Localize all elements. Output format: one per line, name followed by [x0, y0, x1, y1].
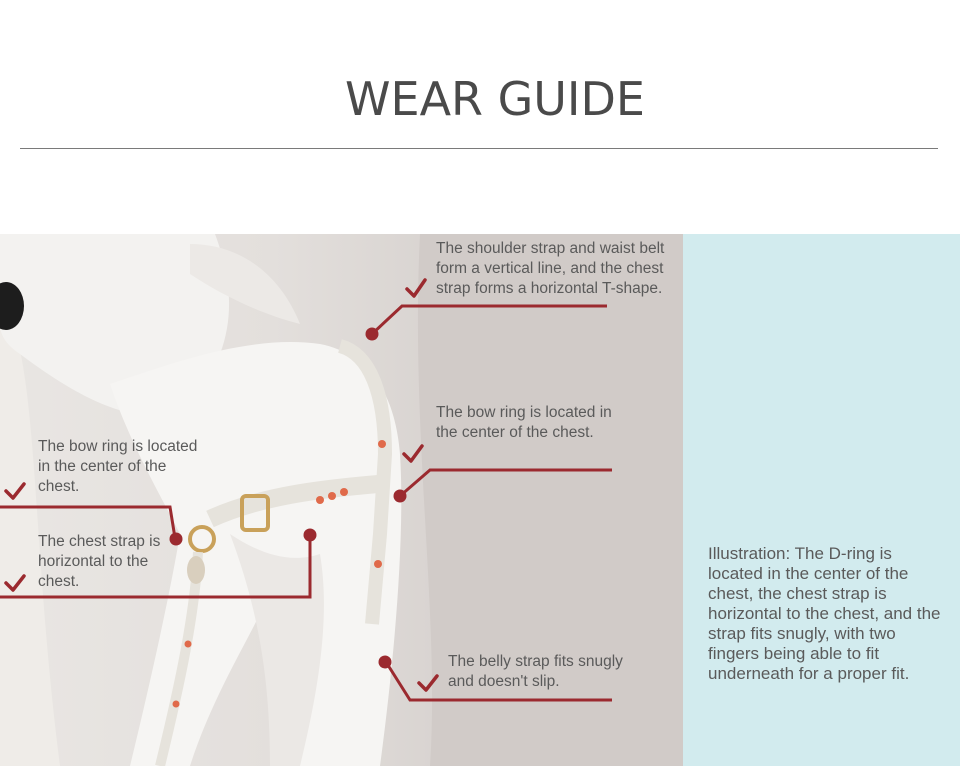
callout-chest-strap: The chest strap is horizontal to the chest.	[38, 533, 161, 590]
pin-dot-icon	[304, 529, 317, 542]
pin-dot-icon	[366, 328, 379, 341]
check-icon	[6, 484, 24, 498]
check-icon	[6, 576, 24, 590]
check-icon	[407, 280, 425, 296]
pin-dot-icon	[379, 656, 392, 669]
callout-bow-ring-left: The bow ring is located in the center of the chest.	[38, 438, 198, 495]
callout-bow-ring-right: The bow ring is located in the center of the chest.	[436, 404, 612, 441]
callout-shoulder-strap: The shoulder strap and waist belt form a vertical line, and the chest strap forms a horizontal T-shape.	[436, 240, 665, 297]
pin-dot-icon	[394, 490, 407, 503]
page-title: WEAR GUIDE	[345, 72, 645, 126]
illustration-text: Illustration: The D-ring is located in the center of the chest, the chest strap is horizontal to the chest, and the strap fits snugly, with two fingers being able to fit underneath for a proper fit.	[708, 544, 941, 683]
check-icon	[419, 676, 437, 690]
callout-belly-strap: The belly strap fits snugly and doesn't slip.	[448, 653, 623, 690]
check-icon	[404, 446, 422, 461]
